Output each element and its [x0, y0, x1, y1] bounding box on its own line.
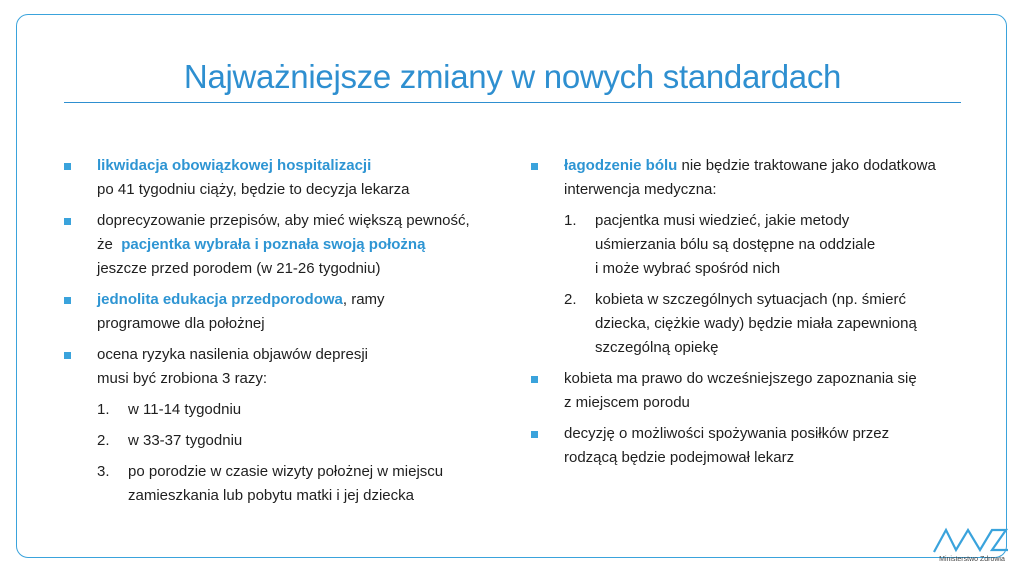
item-text: dziecka, ciężkie wady) będzie miała zapewnioną [595, 315, 917, 332]
square-bullet-icon [64, 218, 71, 225]
bullet-item-education [64, 288, 514, 336]
slide-title: Najważniejsze zmiany w nowych standardach [183, 58, 842, 95]
bullet-item-midwife [64, 209, 514, 281]
right-column [531, 154, 971, 477]
item-highlight: jednolita edukacja przedporodowa [97, 291, 343, 308]
item-text: w 11-14 tygodniu [128, 401, 242, 418]
square-bullet-icon [531, 431, 538, 438]
item-text: programowe dla położnej [97, 315, 265, 332]
bullet-item-depression [64, 343, 514, 508]
square-bullet-icon [64, 352, 71, 359]
square-bullet-icon [531, 376, 538, 383]
bullet-item-meals [531, 422, 971, 470]
item-number: 1. [97, 401, 110, 418]
item-number: 3. [97, 463, 110, 480]
item-text: w 33-37 tygodniu [128, 432, 243, 449]
item-text: kobieta w szczególnych sytuacjach (np. śmierć [595, 291, 906, 308]
item-suffix: , ramy [342, 291, 385, 308]
item-text: pacjentka musi wiedzieć, jakie metody [595, 212, 850, 229]
numbered-list [97, 398, 514, 508]
bullet-item-hospitalization [64, 154, 514, 202]
ministerstwo-zdrowia-logo-icon [930, 524, 1012, 572]
item-text: uśmierzania bólu są dostępne na oddziale [595, 236, 876, 253]
item-number: 2. [97, 432, 110, 449]
item-text-mixed [564, 154, 971, 178]
item-text: i może wybrać spośród nich [595, 260, 781, 277]
item-text: po porodzie w czasie wizyty położnej w miejscu [128, 463, 444, 480]
item-text-mixed [97, 288, 514, 312]
item-highlight: łagodzenie bólu [564, 157, 678, 174]
bullet-item-pain-relief [531, 154, 971, 360]
square-bullet-icon [64, 297, 71, 304]
item-highlight: likwidacja obowiązkowej hospitalizacji [97, 157, 372, 174]
numbered-item [564, 288, 971, 360]
bullet-item-birthplace [531, 367, 971, 415]
item-text: interwencja medyczna: [564, 181, 717, 198]
numbered-item [97, 460, 514, 508]
title-underline [64, 102, 961, 103]
numbered-item [97, 429, 514, 453]
item-prefix: że [97, 236, 118, 253]
item-text-mixed [97, 233, 514, 257]
item-text: rodzącą będzie podejmował lekarz [564, 449, 795, 466]
item-text: z miejscem porodu [564, 394, 690, 411]
item-text: po 41 tygodniu ciąży, będzie to decyzja lekarza [97, 181, 410, 198]
item-text: musi być zrobiona 3 razy: [97, 370, 268, 387]
logo-caption: Ministerstwo Zdrowia [939, 556, 1005, 563]
item-text: doprecyzowanie przepisów, aby mieć większą pewność, [97, 212, 470, 229]
numbered-item [97, 398, 514, 422]
numbered-item [564, 209, 971, 281]
item-text: zamieszkania lub pobytu matki i jej dziecka [128, 487, 414, 504]
left-column [64, 154, 514, 515]
numbered-list [564, 209, 971, 360]
item-text: kobieta ma prawo do wcześniejszego zapoznania się [564, 370, 917, 387]
square-bullet-icon [531, 163, 538, 170]
item-number: 2. [564, 291, 577, 308]
item-text: decyzję o możliwości spożywania posiłków przez [564, 425, 890, 442]
item-number: 1. [564, 212, 577, 229]
item-text: ocena ryzyka nasilenia objawów depresji [97, 346, 368, 363]
item-text: szczególną opiekę [595, 339, 719, 356]
square-bullet-icon [64, 163, 71, 170]
item-suffix: nie będzie traktowane jako dodatkowa [677, 157, 936, 174]
item-highlight: pacjentka wybrała i poznała swoją położną [121, 236, 426, 253]
item-text: jeszcze przed porodem (w 21-26 tygodniu) [97, 260, 381, 277]
